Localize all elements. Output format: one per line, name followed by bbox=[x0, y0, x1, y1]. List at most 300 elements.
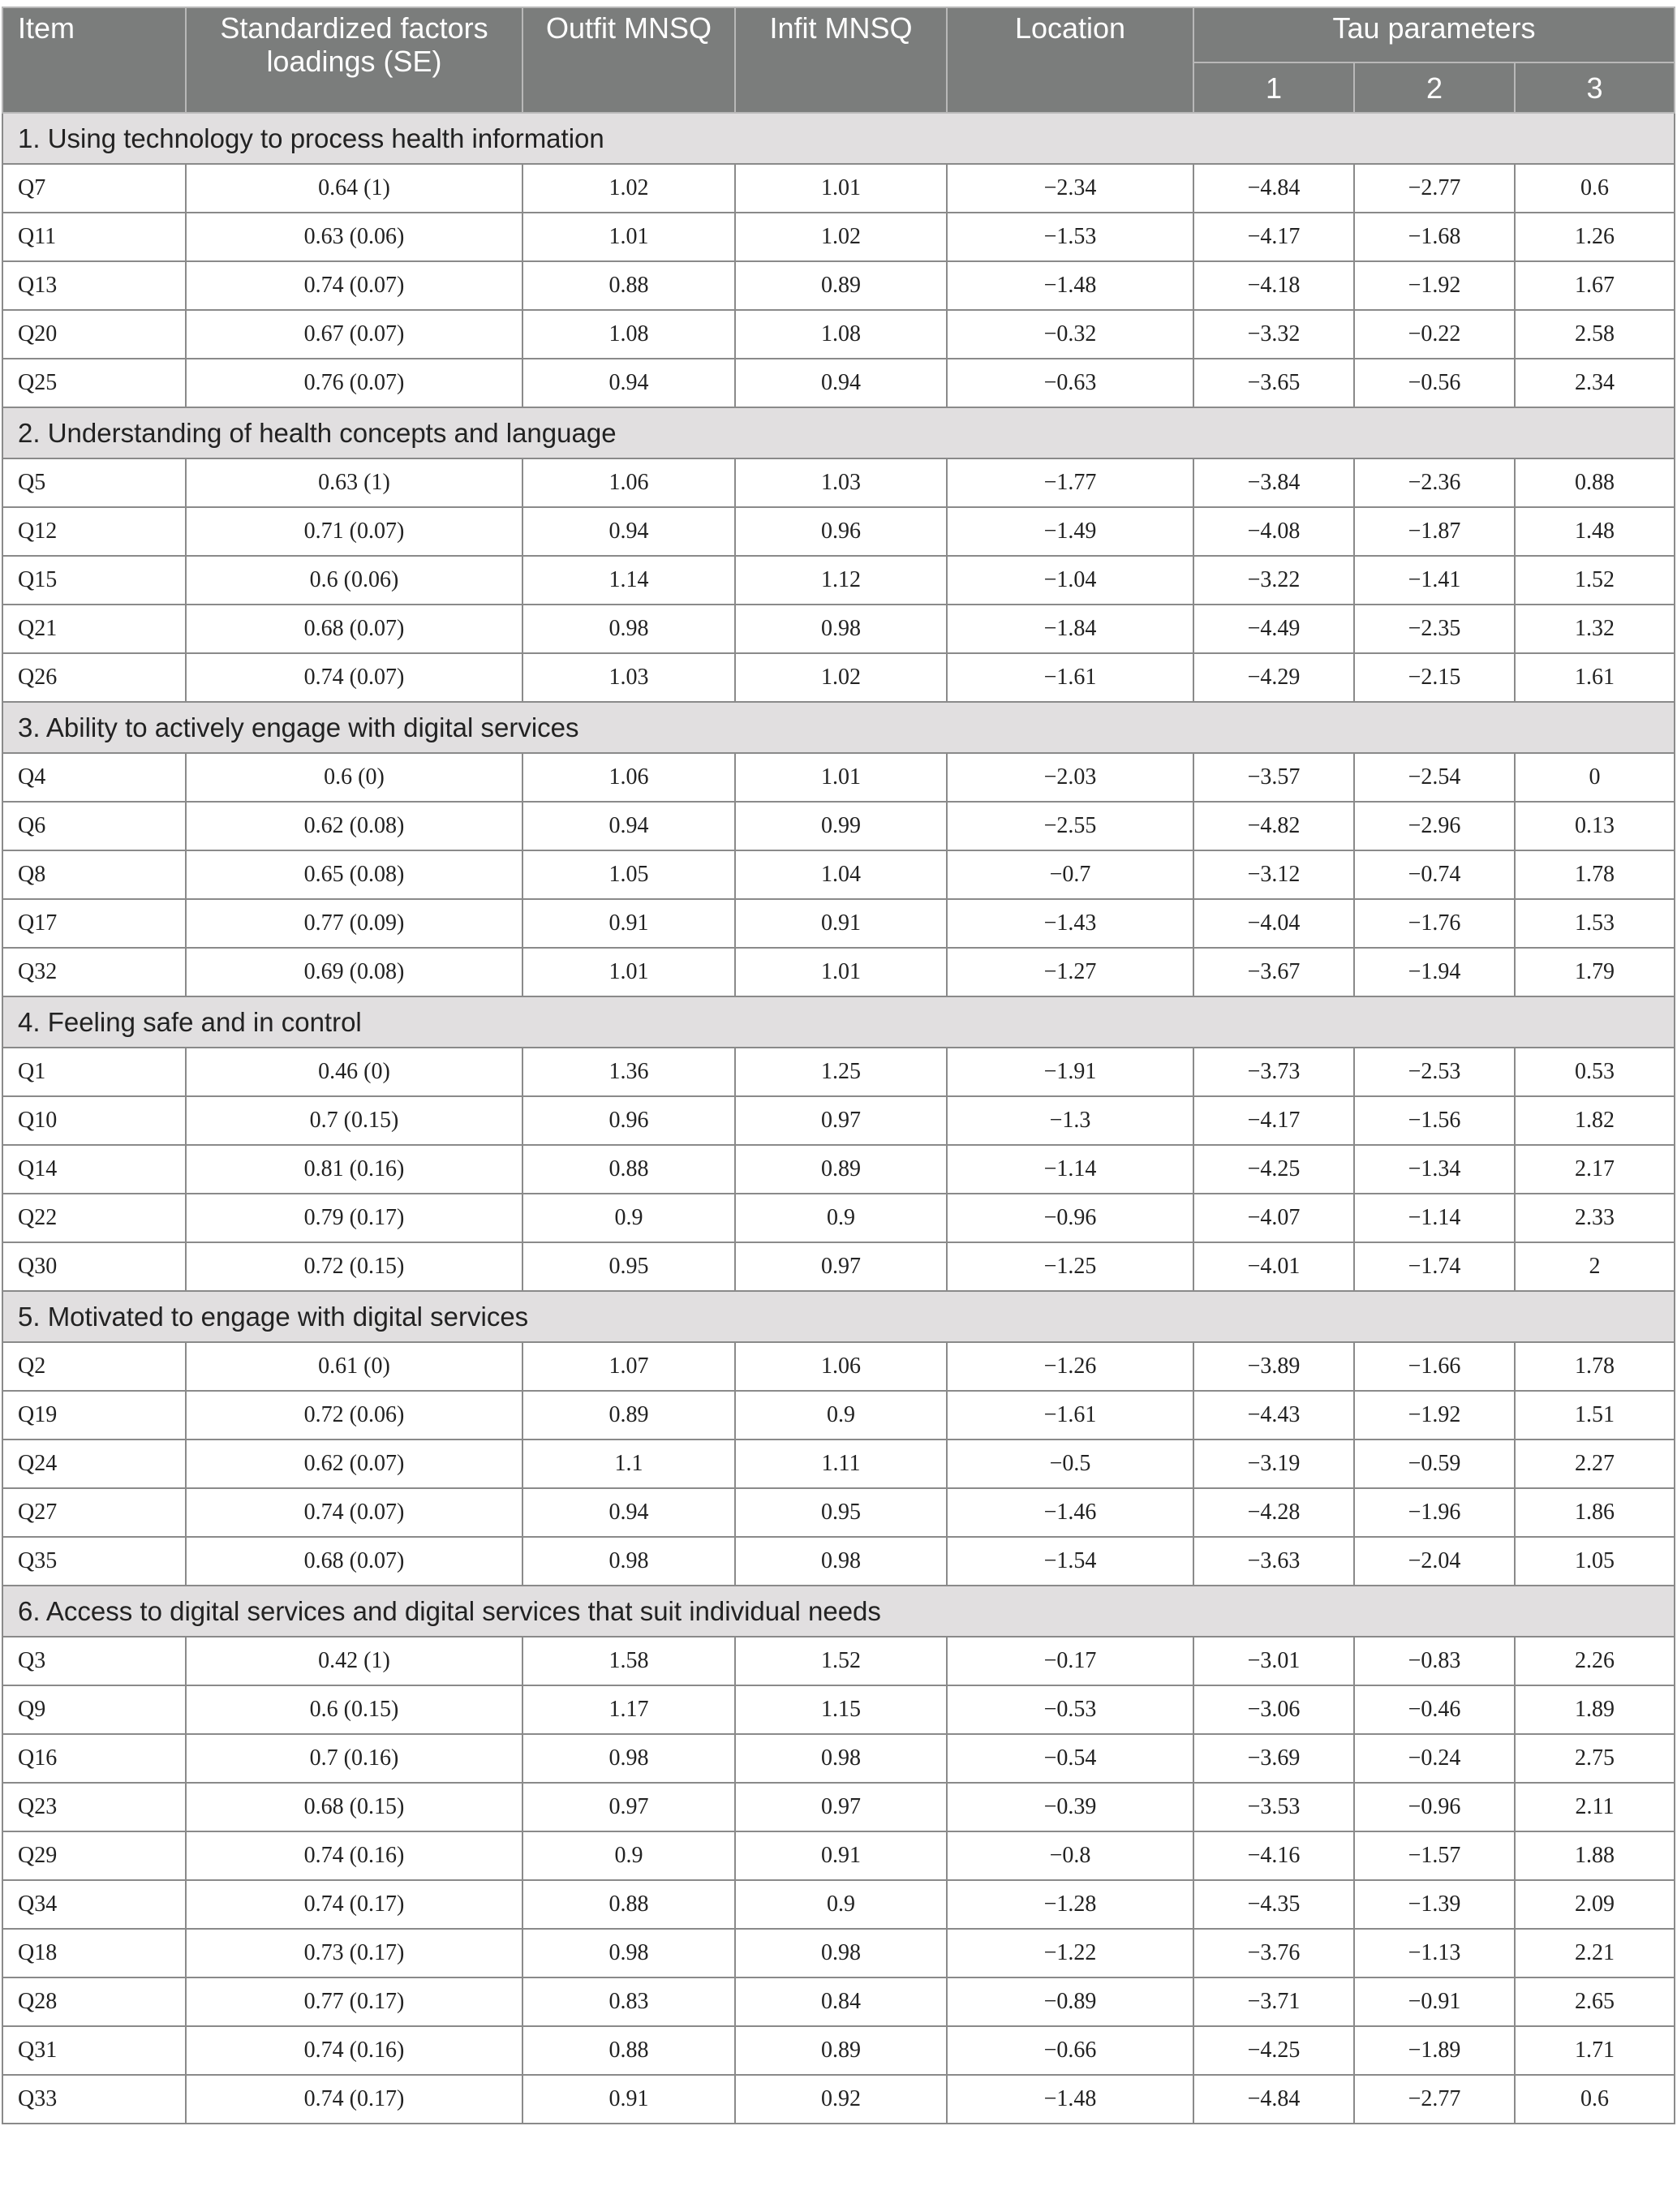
section-row bbox=[2, 113, 1675, 164]
header-tau-2: 2 bbox=[1354, 62, 1515, 113]
tau3-cell: 1.05 bbox=[1515, 1537, 1675, 1586]
table-row bbox=[2, 1242, 1675, 1291]
header-loadings: Standardized factors loadings (SE) bbox=[186, 7, 522, 113]
tau2-cell: −2.15 bbox=[1354, 653, 1515, 702]
tau1-cell: −4.18 bbox=[1193, 261, 1354, 310]
tau3-cell: 2 bbox=[1515, 1242, 1675, 1291]
infit-cell: 0.9 bbox=[735, 1880, 947, 1929]
tau2-cell: −0.96 bbox=[1354, 1783, 1515, 1831]
loading-cell: 0.62 (0.08) bbox=[186, 802, 522, 850]
section-title: 6. Access to digital services and digital services that suit individual needs bbox=[2, 1586, 1675, 1637]
loading-cell: 0.63 (0.06) bbox=[186, 213, 522, 261]
location-cell: −1.04 bbox=[947, 556, 1193, 605]
infit-cell: 0.96 bbox=[735, 507, 947, 556]
tau2-cell: −1.74 bbox=[1354, 1242, 1515, 1291]
tau3-cell: 1.53 bbox=[1515, 899, 1675, 948]
table-row bbox=[2, 653, 1675, 702]
item-cell: Q33 bbox=[2, 2075, 186, 2124]
infit-cell: 1.12 bbox=[735, 556, 947, 605]
tau2-cell: −1.68 bbox=[1354, 213, 1515, 261]
table-row bbox=[2, 1488, 1675, 1537]
tau1-cell: −3.22 bbox=[1193, 556, 1354, 605]
infit-cell: 1.03 bbox=[735, 458, 947, 507]
loading-cell: 0.46 (0) bbox=[186, 1048, 522, 1096]
loading-cell: 0.68 (0.07) bbox=[186, 605, 522, 653]
item-cell: Q35 bbox=[2, 1537, 186, 1586]
loading-cell: 0.74 (0.16) bbox=[186, 2026, 522, 2075]
loading-cell: 0.64 (1) bbox=[186, 164, 522, 213]
outfit-cell: 1.01 bbox=[522, 948, 735, 996]
table-row bbox=[2, 164, 1675, 213]
loading-cell: 0.68 (0.15) bbox=[186, 1783, 522, 1831]
outfit-cell: 0.96 bbox=[522, 1096, 735, 1145]
tau2-cell: −1.13 bbox=[1354, 1929, 1515, 1977]
loading-cell: 0.71 (0.07) bbox=[186, 507, 522, 556]
location-cell: −1.22 bbox=[947, 1929, 1193, 1977]
infit-cell: 0.89 bbox=[735, 2026, 947, 2075]
tau1-cell: −4.17 bbox=[1193, 1096, 1354, 1145]
tau1-cell: −4.25 bbox=[1193, 1145, 1354, 1194]
tau2-cell: −0.22 bbox=[1354, 310, 1515, 359]
tau2-cell: −0.91 bbox=[1354, 1977, 1515, 2026]
outfit-cell: 1.08 bbox=[522, 310, 735, 359]
infit-cell: 0.99 bbox=[735, 802, 947, 850]
tau3-cell: 1.48 bbox=[1515, 507, 1675, 556]
tau3-cell: 1.71 bbox=[1515, 2026, 1675, 2075]
location-cell: −0.39 bbox=[947, 1783, 1193, 1831]
section-title: 3. Ability to actively engage with digital services bbox=[2, 702, 1675, 753]
outfit-cell: 0.9 bbox=[522, 1194, 735, 1242]
loading-cell: 0.76 (0.07) bbox=[186, 359, 522, 407]
infit-cell: 0.89 bbox=[735, 1145, 947, 1194]
table-row bbox=[2, 310, 1675, 359]
tau1-cell: −3.19 bbox=[1193, 1440, 1354, 1488]
location-cell: −1.27 bbox=[947, 948, 1193, 996]
infit-cell: 1.06 bbox=[735, 1342, 947, 1391]
table-row bbox=[2, 556, 1675, 605]
table-row bbox=[2, 261, 1675, 310]
table-row bbox=[2, 850, 1675, 899]
location-cell: −1.91 bbox=[947, 1048, 1193, 1096]
item-cell: Q30 bbox=[2, 1242, 186, 1291]
loading-cell: 0.6 (0) bbox=[186, 753, 522, 802]
tau2-cell: −2.35 bbox=[1354, 605, 1515, 653]
location-cell: −1.84 bbox=[947, 605, 1193, 653]
infit-cell: 0.98 bbox=[735, 1537, 947, 1586]
table-row bbox=[2, 1831, 1675, 1880]
infit-cell: 0.97 bbox=[735, 1096, 947, 1145]
infit-cell: 1.04 bbox=[735, 850, 947, 899]
tau3-cell: 0.6 bbox=[1515, 2075, 1675, 2124]
tau3-cell: 0.6 bbox=[1515, 164, 1675, 213]
location-cell: −1.61 bbox=[947, 653, 1193, 702]
location-cell: −0.53 bbox=[947, 1685, 1193, 1734]
item-cell: Q29 bbox=[2, 1831, 186, 1880]
tau1-cell: −3.12 bbox=[1193, 850, 1354, 899]
infit-cell: 1.15 bbox=[735, 1685, 947, 1734]
location-cell: −0.96 bbox=[947, 1194, 1193, 1242]
outfit-cell: 1.1 bbox=[522, 1440, 735, 1488]
outfit-cell: 0.94 bbox=[522, 1488, 735, 1537]
loading-cell: 0.6 (0.15) bbox=[186, 1685, 522, 1734]
tau1-cell: −3.73 bbox=[1193, 1048, 1354, 1096]
loading-cell: 0.42 (1) bbox=[186, 1637, 522, 1685]
outfit-cell: 0.94 bbox=[522, 802, 735, 850]
infit-cell: 1.25 bbox=[735, 1048, 947, 1096]
item-cell: Q27 bbox=[2, 1488, 186, 1537]
table-row bbox=[2, 1391, 1675, 1440]
loading-cell: 0.67 (0.07) bbox=[186, 310, 522, 359]
table-row bbox=[2, 1929, 1675, 1977]
tau2-cell: −2.36 bbox=[1354, 458, 1515, 507]
tau3-cell: 1.82 bbox=[1515, 1096, 1675, 1145]
tau1-cell: −3.67 bbox=[1193, 948, 1354, 996]
item-cell: Q26 bbox=[2, 653, 186, 702]
tau2-cell: −0.74 bbox=[1354, 850, 1515, 899]
header-row-1 bbox=[2, 7, 1675, 62]
loading-cell: 0.6 (0.06) bbox=[186, 556, 522, 605]
tau3-cell: 1.78 bbox=[1515, 850, 1675, 899]
outfit-cell: 1.58 bbox=[522, 1637, 735, 1685]
tau3-cell: 2.33 bbox=[1515, 1194, 1675, 1242]
loading-cell: 0.63 (1) bbox=[186, 458, 522, 507]
infit-cell: 1.01 bbox=[735, 948, 947, 996]
item-cell: Q3 bbox=[2, 1637, 186, 1685]
table-row bbox=[2, 1783, 1675, 1831]
loading-cell: 0.74 (0.17) bbox=[186, 1880, 522, 1929]
outfit-cell: 1.06 bbox=[522, 753, 735, 802]
item-cell: Q24 bbox=[2, 1440, 186, 1488]
table-body bbox=[2, 113, 1675, 2124]
item-cell: Q14 bbox=[2, 1145, 186, 1194]
infit-cell: 1.52 bbox=[735, 1637, 947, 1685]
infit-cell: 0.9 bbox=[735, 1194, 947, 1242]
location-cell: −2.03 bbox=[947, 753, 1193, 802]
loading-cell: 0.73 (0.17) bbox=[186, 1929, 522, 1977]
tau1-cell: −3.06 bbox=[1193, 1685, 1354, 1734]
item-cell: Q32 bbox=[2, 948, 186, 996]
tau1-cell: −3.32 bbox=[1193, 310, 1354, 359]
infit-cell: 0.97 bbox=[735, 1783, 947, 1831]
outfit-cell: 0.9 bbox=[522, 1831, 735, 1880]
tau1-cell: −4.04 bbox=[1193, 899, 1354, 948]
table-row bbox=[2, 458, 1675, 507]
header-tau-3: 3 bbox=[1515, 62, 1675, 113]
tau1-cell: −3.57 bbox=[1193, 753, 1354, 802]
section-title: 4. Feeling safe and in control bbox=[2, 996, 1675, 1048]
tau3-cell: 1.88 bbox=[1515, 1831, 1675, 1880]
tau1-cell: −4.01 bbox=[1193, 1242, 1354, 1291]
tau2-cell: −2.53 bbox=[1354, 1048, 1515, 1096]
outfit-cell: 0.83 bbox=[522, 1977, 735, 2026]
tau1-cell: −4.08 bbox=[1193, 507, 1354, 556]
table-row bbox=[2, 1637, 1675, 1685]
location-cell: −1.77 bbox=[947, 458, 1193, 507]
tau2-cell: −2.04 bbox=[1354, 1537, 1515, 1586]
loading-cell: 0.7 (0.16) bbox=[186, 1734, 522, 1783]
outfit-cell: 1.06 bbox=[522, 458, 735, 507]
header-location: Location bbox=[947, 7, 1193, 113]
tau2-cell: −2.77 bbox=[1354, 2075, 1515, 2124]
infit-cell: 0.9 bbox=[735, 1391, 947, 1440]
location-cell: −1.48 bbox=[947, 261, 1193, 310]
table-row bbox=[2, 753, 1675, 802]
infit-cell: 0.92 bbox=[735, 2075, 947, 2124]
table-container bbox=[2, 6, 1674, 2124]
outfit-cell: 0.97 bbox=[522, 1783, 735, 1831]
item-cell: Q10 bbox=[2, 1096, 186, 1145]
tau2-cell: −0.24 bbox=[1354, 1734, 1515, 1783]
tau3-cell: 1.89 bbox=[1515, 1685, 1675, 1734]
infit-cell: 0.98 bbox=[735, 1734, 947, 1783]
item-cell: Q22 bbox=[2, 1194, 186, 1242]
table-row bbox=[2, 213, 1675, 261]
tau2-cell: −1.34 bbox=[1354, 1145, 1515, 1194]
outfit-cell: 1.14 bbox=[522, 556, 735, 605]
tau1-cell: −3.71 bbox=[1193, 1977, 1354, 2026]
tau3-cell: 1.51 bbox=[1515, 1391, 1675, 1440]
tau1-cell: −4.84 bbox=[1193, 2075, 1354, 2124]
location-cell: −0.54 bbox=[947, 1734, 1193, 1783]
section-title: 5. Motivated to engage with digital services bbox=[2, 1291, 1675, 1342]
outfit-cell: 1.17 bbox=[522, 1685, 735, 1734]
item-statistics-table bbox=[2, 6, 1675, 2124]
table-row bbox=[2, 948, 1675, 996]
header-infit: Infit MNSQ bbox=[735, 7, 947, 113]
table-row bbox=[2, 1048, 1675, 1096]
header-tau-parameters: Tau parameters bbox=[1193, 7, 1675, 62]
section-row bbox=[2, 996, 1675, 1048]
outfit-cell: 0.95 bbox=[522, 1242, 735, 1291]
outfit-cell: 0.98 bbox=[522, 1537, 735, 1586]
tau2-cell: −1.96 bbox=[1354, 1488, 1515, 1537]
loading-cell: 0.74 (0.07) bbox=[186, 653, 522, 702]
location-cell: −1.28 bbox=[947, 1880, 1193, 1929]
tau2-cell: −1.39 bbox=[1354, 1880, 1515, 1929]
loading-cell: 0.69 (0.08) bbox=[186, 948, 522, 996]
tau2-cell: −2.96 bbox=[1354, 802, 1515, 850]
infit-cell: 0.94 bbox=[735, 359, 947, 407]
tau1-cell: −4.49 bbox=[1193, 605, 1354, 653]
tau1-cell: −4.29 bbox=[1193, 653, 1354, 702]
item-cell: Q13 bbox=[2, 261, 186, 310]
infit-cell: 0.89 bbox=[735, 261, 947, 310]
loading-cell: 0.77 (0.09) bbox=[186, 899, 522, 948]
tau3-cell: 1.61 bbox=[1515, 653, 1675, 702]
location-cell: −1.53 bbox=[947, 213, 1193, 261]
infit-cell: 1.01 bbox=[735, 753, 947, 802]
tau3-cell: 1.52 bbox=[1515, 556, 1675, 605]
item-cell: Q6 bbox=[2, 802, 186, 850]
table-row bbox=[2, 1880, 1675, 1929]
tau2-cell: −0.56 bbox=[1354, 359, 1515, 407]
outfit-cell: 1.01 bbox=[522, 213, 735, 261]
outfit-cell: 1.02 bbox=[522, 164, 735, 213]
section-row bbox=[2, 1586, 1675, 1637]
tau3-cell: 2.17 bbox=[1515, 1145, 1675, 1194]
tau3-cell: 2.21 bbox=[1515, 1929, 1675, 1977]
outfit-cell: 0.94 bbox=[522, 359, 735, 407]
tau2-cell: −1.14 bbox=[1354, 1194, 1515, 1242]
tau3-cell: 2.09 bbox=[1515, 1880, 1675, 1929]
tau2-cell: −0.46 bbox=[1354, 1685, 1515, 1734]
tau3-cell: 1.26 bbox=[1515, 213, 1675, 261]
outfit-cell: 0.98 bbox=[522, 1734, 735, 1783]
outfit-cell: 0.89 bbox=[522, 1391, 735, 1440]
tau3-cell: 0.13 bbox=[1515, 802, 1675, 850]
tau1-cell: −4.16 bbox=[1193, 1831, 1354, 1880]
tau2-cell: −1.89 bbox=[1354, 2026, 1515, 2075]
location-cell: −1.49 bbox=[947, 507, 1193, 556]
loading-cell: 0.68 (0.07) bbox=[186, 1537, 522, 1586]
item-cell: Q7 bbox=[2, 164, 186, 213]
table-row bbox=[2, 507, 1675, 556]
item-cell: Q28 bbox=[2, 1977, 186, 2026]
infit-cell: 0.97 bbox=[735, 1242, 947, 1291]
tau2-cell: −1.66 bbox=[1354, 1342, 1515, 1391]
tau3-cell: 2.27 bbox=[1515, 1440, 1675, 1488]
outfit-cell: 0.91 bbox=[522, 2075, 735, 2124]
loading-cell: 0.65 (0.08) bbox=[186, 850, 522, 899]
location-cell: −1.61 bbox=[947, 1391, 1193, 1440]
outfit-cell: 0.91 bbox=[522, 899, 735, 948]
tau3-cell: 1.86 bbox=[1515, 1488, 1675, 1537]
location-cell: −1.3 bbox=[947, 1096, 1193, 1145]
tau3-cell: 2.11 bbox=[1515, 1783, 1675, 1831]
table-row bbox=[2, 2026, 1675, 2075]
item-cell: Q34 bbox=[2, 1880, 186, 1929]
outfit-cell: 0.88 bbox=[522, 1145, 735, 1194]
infit-cell: 0.91 bbox=[735, 1831, 947, 1880]
table-row bbox=[2, 605, 1675, 653]
item-cell: Q21 bbox=[2, 605, 186, 653]
outfit-cell: 1.03 bbox=[522, 653, 735, 702]
loading-cell: 0.74 (0.07) bbox=[186, 261, 522, 310]
tau3-cell: 0.53 bbox=[1515, 1048, 1675, 1096]
infit-cell: 0.84 bbox=[735, 1977, 947, 2026]
item-cell: Q17 bbox=[2, 899, 186, 948]
item-cell: Q9 bbox=[2, 1685, 186, 1734]
tau1-cell: −3.84 bbox=[1193, 458, 1354, 507]
item-cell: Q4 bbox=[2, 753, 186, 802]
item-cell: Q23 bbox=[2, 1783, 186, 1831]
table-row bbox=[2, 1685, 1675, 1734]
header-outfit: Outfit MNSQ bbox=[522, 7, 735, 113]
infit-cell: 0.95 bbox=[735, 1488, 947, 1537]
location-cell: −1.14 bbox=[947, 1145, 1193, 1194]
tau1-cell: −4.43 bbox=[1193, 1391, 1354, 1440]
tau3-cell: 2.75 bbox=[1515, 1734, 1675, 1783]
table-row bbox=[2, 1440, 1675, 1488]
loading-cell: 0.74 (0.17) bbox=[186, 2075, 522, 2124]
item-cell: Q5 bbox=[2, 458, 186, 507]
tau3-cell: 2.58 bbox=[1515, 310, 1675, 359]
loading-cell: 0.74 (0.16) bbox=[186, 1831, 522, 1880]
tau2-cell: −1.94 bbox=[1354, 948, 1515, 996]
location-cell: −0.32 bbox=[947, 310, 1193, 359]
table-row bbox=[2, 899, 1675, 948]
tau2-cell: −2.77 bbox=[1354, 164, 1515, 213]
table-row bbox=[2, 1145, 1675, 1194]
tau1-cell: −3.53 bbox=[1193, 1783, 1354, 1831]
loading-cell: 0.72 (0.06) bbox=[186, 1391, 522, 1440]
tau1-cell: −4.25 bbox=[1193, 2026, 1354, 2075]
outfit-cell: 1.36 bbox=[522, 1048, 735, 1096]
item-cell: Q25 bbox=[2, 359, 186, 407]
outfit-cell: 1.07 bbox=[522, 1342, 735, 1391]
outfit-cell: 0.98 bbox=[522, 605, 735, 653]
tau3-cell: 2.65 bbox=[1515, 1977, 1675, 2026]
table-row bbox=[2, 1977, 1675, 2026]
location-cell: −2.34 bbox=[947, 164, 1193, 213]
table-row bbox=[2, 1342, 1675, 1391]
loading-cell: 0.7 (0.15) bbox=[186, 1096, 522, 1145]
infit-cell: 0.98 bbox=[735, 605, 947, 653]
table-row bbox=[2, 359, 1675, 407]
tau2-cell: −1.76 bbox=[1354, 899, 1515, 948]
tau2-cell: −0.59 bbox=[1354, 1440, 1515, 1488]
table-row bbox=[2, 1096, 1675, 1145]
infit-cell: 1.01 bbox=[735, 164, 947, 213]
location-cell: −0.89 bbox=[947, 1977, 1193, 2026]
section-row bbox=[2, 702, 1675, 753]
tau3-cell: 0 bbox=[1515, 753, 1675, 802]
table-row bbox=[2, 2075, 1675, 2124]
loading-cell: 0.81 (0.16) bbox=[186, 1145, 522, 1194]
section-title: 1. Using technology to process health information bbox=[2, 113, 1675, 164]
tau1-cell: −4.35 bbox=[1193, 1880, 1354, 1929]
header-tau-1: 1 bbox=[1193, 62, 1354, 113]
tau1-cell: −4.17 bbox=[1193, 213, 1354, 261]
tau1-cell: −4.82 bbox=[1193, 802, 1354, 850]
tau2-cell: −2.54 bbox=[1354, 753, 1515, 802]
location-cell: −0.7 bbox=[947, 850, 1193, 899]
table-row bbox=[2, 1734, 1675, 1783]
location-cell: −0.8 bbox=[947, 1831, 1193, 1880]
table-row bbox=[2, 1537, 1675, 1586]
infit-cell: 0.98 bbox=[735, 1929, 947, 1977]
outfit-cell: 0.88 bbox=[522, 261, 735, 310]
loading-cell: 0.72 (0.15) bbox=[186, 1242, 522, 1291]
loading-cell: 0.77 (0.17) bbox=[186, 1977, 522, 2026]
item-cell: Q1 bbox=[2, 1048, 186, 1096]
location-cell: −1.43 bbox=[947, 899, 1193, 948]
location-cell: −1.54 bbox=[947, 1537, 1193, 1586]
table-row bbox=[2, 802, 1675, 850]
outfit-cell: 0.98 bbox=[522, 1929, 735, 1977]
tau1-cell: −3.65 bbox=[1193, 359, 1354, 407]
infit-cell: 1.08 bbox=[735, 310, 947, 359]
section-title: 2. Understanding of health concepts and language bbox=[2, 407, 1675, 458]
location-cell: −0.17 bbox=[947, 1637, 1193, 1685]
tau3-cell: 1.32 bbox=[1515, 605, 1675, 653]
tau2-cell: −1.57 bbox=[1354, 1831, 1515, 1880]
tau2-cell: −1.56 bbox=[1354, 1096, 1515, 1145]
tau2-cell: −1.87 bbox=[1354, 507, 1515, 556]
tau1-cell: −3.89 bbox=[1193, 1342, 1354, 1391]
infit-cell: 1.11 bbox=[735, 1440, 947, 1488]
location-cell: −2.55 bbox=[947, 802, 1193, 850]
outfit-cell: 0.88 bbox=[522, 1880, 735, 1929]
item-cell: Q15 bbox=[2, 556, 186, 605]
location-cell: −1.26 bbox=[947, 1342, 1193, 1391]
loading-cell: 0.74 (0.07) bbox=[186, 1488, 522, 1537]
item-cell: Q12 bbox=[2, 507, 186, 556]
location-cell: −1.25 bbox=[947, 1242, 1193, 1291]
item-cell: Q18 bbox=[2, 1929, 186, 1977]
loading-cell: 0.62 (0.07) bbox=[186, 1440, 522, 1488]
tau3-cell: 1.79 bbox=[1515, 948, 1675, 996]
